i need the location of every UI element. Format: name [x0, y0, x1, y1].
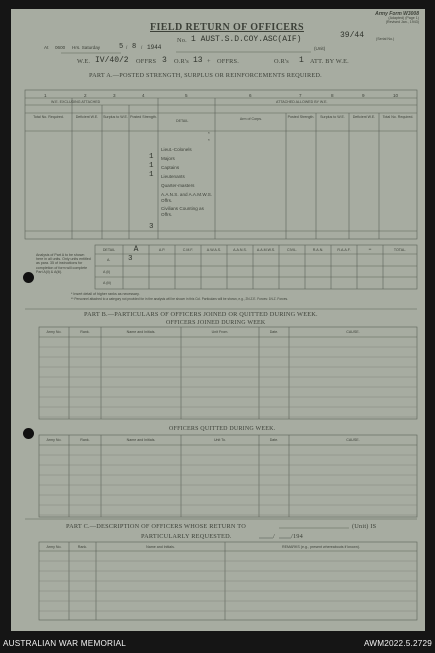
rank-lieut-colonels: Lieut.-Colonels [161, 147, 192, 152]
joined-col-head: Unit From. [211, 330, 229, 334]
date-sep2: / [141, 45, 143, 50]
rank-civilians: Civilians Counting as Offrs. [161, 206, 204, 217]
footer-institution: AUSTRALIAN WAR MEMORIAL [3, 639, 127, 648]
analysis-note: Analysis of Part A to be shown here in all units. Only units entitled as para. 35 of instructions for completion of form will complete Part A(ii) & A(iii). [36, 253, 91, 274]
col-head-deficient: Deficient W.E. [75, 115, 99, 119]
col-number: 6 [249, 93, 252, 98]
joined-col-head: Name and Initials. [126, 330, 156, 334]
part-c-col-head: Rank. [77, 545, 88, 549]
quitted-col-head: Unit To. [213, 438, 227, 442]
ors-value: 13 [193, 56, 203, 65]
att-label: ATT. BY W.E. [310, 58, 349, 65]
quitted-col-head: Rank. [80, 438, 90, 442]
analysis-head: TOTAL. [393, 248, 407, 252]
form-sheet [11, 9, 425, 631]
we-value: IV/40/2 [95, 56, 129, 65]
col-head-surplus: Surplus to W.E. [103, 115, 128, 119]
value-total: 3 [149, 223, 154, 231]
part-c-col-head: Name and Initials. [146, 545, 175, 549]
analysis-row-label: A. [107, 258, 111, 262]
col-head-posted-att: Posted Strength. [287, 115, 315, 119]
part-c-col-head: REMARKS (e.g., present whereabouts if known). [282, 545, 360, 549]
date-sep1: / [126, 45, 128, 50]
unit-suffix: (Unit) [314, 46, 326, 51]
col-number: 5 [185, 93, 188, 98]
quitted-col-head: Date. [269, 438, 279, 442]
col-number: 8 [331, 93, 334, 98]
at-label: At [44, 45, 49, 50]
joined-col-head: Date. [269, 330, 279, 334]
analysis-head: DETAIL [102, 248, 116, 252]
date-month: 8 [132, 43, 137, 51]
unit-name: 1 AUST.S.D.COY.ASC(AIF) [191, 35, 302, 44]
unit-prefix: No. [177, 37, 187, 44]
value-majors: 1 [149, 153, 154, 161]
part-c-date-tail: /194 [291, 533, 303, 540]
we-excluding-attached: W.E. EXCLUDING ATTACHED [51, 100, 101, 104]
ors-label: O.R's [174, 58, 189, 65]
analysis-head: A.A.M.W.S. [256, 248, 276, 252]
quitted-heading: OFFICERS QUITTED DURING WEEK. [169, 426, 276, 432]
footnote-2: ** Personnel attached to a category not provided for in the analysis will be shown in this Col. Particulars will be shown, e.g., 2N.Z.E. Forces: 1N.Z. Forces. [71, 297, 289, 301]
col-head-arm-of-corps: Arm of Corps. [239, 117, 263, 121]
analysis-head: C.M.F. [182, 248, 194, 252]
form-number: Army Form W3008 [375, 11, 419, 17]
col-number: 10 [393, 93, 399, 98]
attached-allowed: ATTACHED ALLOWED BY W.E. [276, 100, 328, 104]
footer-accession: AWM2022.5.2729 [363, 639, 432, 648]
serial-number: 39/44 [340, 31, 365, 40]
col-head-deficient-att: Deficient W.E. [352, 115, 376, 119]
col-head-total-att: Total No. Required. [382, 115, 414, 119]
footnote-1: * Insert detail of higher ranks as necessary. [71, 292, 140, 296]
part-c-heading2: PARTICULARLY REQUESTED. [141, 533, 232, 540]
punch-hole [23, 272, 34, 283]
analysis-head: R.A.A.F. [337, 248, 351, 252]
col-number: 1 [44, 93, 47, 98]
quitted-col-head: Name and Initials. [126, 438, 156, 442]
joined-col-head: Rank. [80, 330, 90, 334]
part-c-unit-is: (Unit) IS [352, 523, 377, 530]
date-slash: / [273, 533, 275, 540]
serial-label: (Serial No.) [376, 37, 395, 41]
col-number: 9 [362, 93, 365, 98]
form-reference [375, 12, 419, 25]
col-number: 3 [113, 93, 116, 98]
time-value: 0600 [55, 45, 66, 50]
plus-sign: + [207, 58, 211, 65]
analysis-head: A.A.N.S. [233, 248, 247, 252]
rank-quartermasters: Quarter-masters [161, 183, 195, 188]
joined-heading: OFFICERS JOINED DURING WEEK [166, 320, 266, 326]
joined-col-head: CAUSE. [346, 330, 360, 334]
value-captains: 1 [149, 162, 154, 170]
analysis-row-label: A (iii) [103, 281, 111, 285]
col-head-surplus-att: Surplus to W.E. [320, 115, 345, 119]
offrs2-label: OFFRS. [217, 58, 240, 65]
analysis-row-label: A (ii) [103, 270, 111, 274]
offrs-label: OFFRS [136, 58, 157, 65]
we-label: W.E. [77, 58, 91, 65]
ors2-label: O.R's [274, 58, 289, 65]
col-head-total-required: Total No. Required. [33, 115, 64, 119]
form-title: FIELD RETURN OF OFFICERS [150, 22, 304, 33]
offrs-value: 3 [162, 56, 167, 65]
part-b-heading: PART B.—PARTICULARS OF OFFICERS JOINED OR QUITTED DURING WEEK. [84, 311, 318, 318]
asterisk-mark: * [208, 138, 210, 143]
col-number: 7 [299, 93, 302, 98]
analysis-head: R.A.N. [312, 248, 324, 252]
form-revision: (Revised Jan., 1943) [385, 20, 419, 25]
value-lieutenants: 1 [149, 171, 154, 179]
joined-col-head: Army No. [46, 330, 62, 334]
detail-label: DETAIL [176, 119, 189, 123]
quitted-col-head: Army No. [46, 438, 62, 442]
hrs-label: Hrs. Saturday [72, 45, 101, 50]
rank-captains: Captains [161, 165, 180, 170]
col-number: 4 [142, 93, 145, 98]
part-c-col-head: Army No. [46, 545, 62, 549]
att-value: 1 [299, 56, 304, 65]
quitted-col-head: CAUSE. [346, 438, 360, 442]
analysis-head: A.P. [158, 248, 166, 252]
analysis-head: ** [368, 248, 372, 252]
analysis-head: CIVIL. [287, 248, 297, 252]
date-year: 1944 [147, 44, 162, 51]
analysis-head: A [133, 245, 139, 254]
punch-hole [23, 428, 34, 439]
part-c-heading: PART C.—DESCRIPTION OF OFFICERS WHOSE RETURN TO [66, 523, 246, 530]
rank-lieutenants: Lieutenants [161, 174, 185, 179]
form-page: (Adapted) (Page 1) [388, 16, 419, 21]
analysis-a-value: 3 [128, 255, 133, 263]
asterisk-mark: * [208, 131, 210, 136]
col-number: 2 [84, 93, 87, 98]
rank-aans: A.A.N.S. and A.A.M.W.S. Offrs. [161, 192, 213, 203]
col-head-posted: Posted Strength. [130, 115, 157, 119]
rank-majors: Majors [161, 156, 175, 161]
analysis-head: A.W.A.S. [206, 248, 222, 252]
date-day: 5 [119, 43, 124, 51]
part-a-heading: PART A.—POSTED STRENGTH, SURPLUS OR REINFORCEMENTS REQUIRED. [89, 72, 322, 79]
